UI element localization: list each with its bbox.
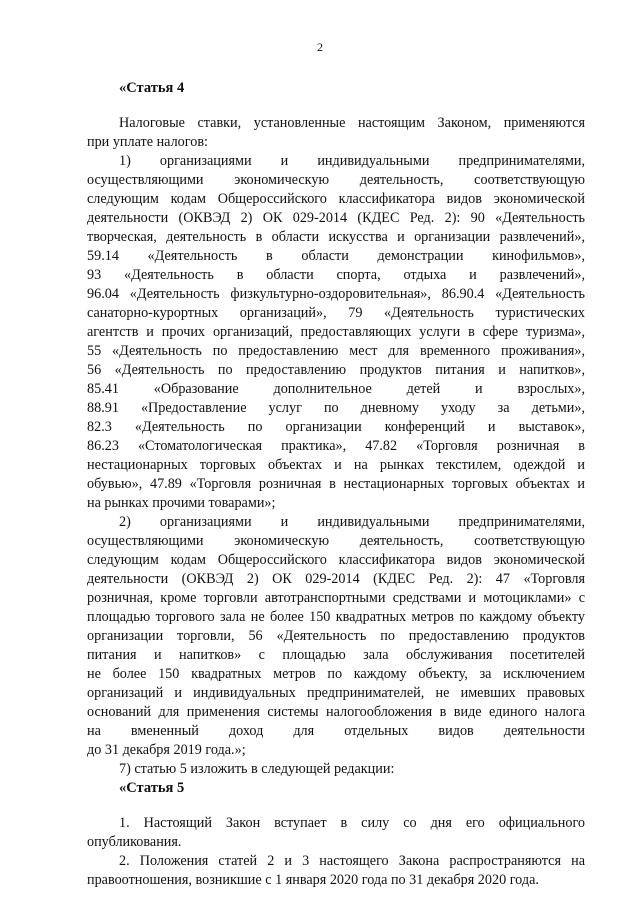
text-line: нестационарных торговых объектах и на рынках текстилем, одеждой и bbox=[87, 457, 585, 473]
text-line: розничная, кроме торговли автотранспортными средствами и мотоциклами» с bbox=[87, 590, 585, 606]
text-line: не более 150 квадратных метров по каждому объекту, за исключением bbox=[87, 666, 585, 682]
text-line: 2. Положения статей 2 и 3 настоящего Закона распространяются на bbox=[119, 853, 585, 869]
text-line: осуществляющими экономическую деятельность, соответствующую bbox=[87, 172, 585, 188]
text-line: 85.41 «Образование дополнительное детей и взрослых», bbox=[87, 381, 585, 397]
text-line: осуществляющими экономическую деятельность, соответствующую bbox=[87, 533, 585, 549]
text-line: опубликования. bbox=[87, 834, 182, 850]
text-line: организаций и индивидуальных предпринимателей, не имевших правовых bbox=[87, 685, 585, 701]
article-5-heading: «Статья 5 bbox=[119, 780, 185, 796]
text-line: правоотношения, возникшие с 1 января 2020 года по 31 декабря 2020 года. bbox=[87, 872, 539, 888]
text-line: следующим кодам Общероссийского классификатора видов экономической bbox=[87, 552, 585, 568]
text-line: 2) организациями и индивидуальными предпринимателями, bbox=[119, 514, 585, 530]
text-line: 93 «Деятельность в области спорта, отдыха и развлечений», bbox=[87, 267, 585, 283]
text-line: питания и напитков» с площадью зала обслуживания посетителей bbox=[87, 647, 585, 663]
text-line: Налоговые ставки, установленные настоящим Законом, применяются bbox=[119, 115, 585, 131]
article-4-heading: «Статья 4 bbox=[119, 80, 185, 96]
text-line: 1) организациями и индивидуальными предпринимателями, bbox=[119, 153, 585, 169]
text-line: 1. Настоящий Закон вступает в силу со дня его официального bbox=[119, 815, 585, 831]
text-line: следующим кодам Общероссийского классификатора видов экономической bbox=[87, 191, 585, 207]
text-line: 88.91 «Предоставление услуг по дневному уходу за детьми», bbox=[87, 400, 585, 416]
text-line: обувью», 47.89 «Торговля розничная в нестационарных торговых объектах и bbox=[87, 476, 585, 492]
text-line: организации торговли, 56 «Деятельность по предоставлению продуктов bbox=[87, 628, 585, 644]
text-line: деятельности (ОКВЭД 2) ОК 029-2014 (КДЕС Ред. 2): 47 «Торговля bbox=[87, 571, 585, 587]
text-line: санаторно-курортных организаций», 79 «Деятельность туристических bbox=[87, 305, 585, 321]
text-line: 96.04 «Деятельность физкультурно-оздоровительная», 86.90.4 «Деятельность bbox=[87, 286, 585, 302]
text-line: 56 «Деятельность по предоставлению продуктов питания и напитков», bbox=[87, 362, 585, 378]
text-line: до 31 декабря 2019 года.»; bbox=[87, 742, 246, 758]
text-line: 55 «Деятельность по предоставлению мест для временного проживания», bbox=[87, 343, 585, 359]
text-line: 7) статью 5 изложить в следующей редакции: bbox=[119, 761, 395, 777]
page-number: 2 bbox=[317, 40, 323, 54]
text-line: 59.14 «Деятельность в области демонстрации кинофильмов», bbox=[87, 248, 585, 264]
text-line: при уплате налогов: bbox=[87, 134, 208, 150]
text-line: оснований для применения системы налогообложения в виде единого налога bbox=[87, 704, 585, 720]
text-line: 82.3 «Деятельность по организации конференций и выставок», bbox=[87, 419, 585, 435]
text-line: площадью торгового зала не более 150 квадратных метров по каждому объекту bbox=[87, 609, 585, 625]
text-line: агентств и прочих организаций, предоставляющих услуги в сфере туризма», bbox=[87, 324, 585, 340]
text-line: на рынках прочими товарами»; bbox=[87, 495, 276, 511]
text-line: 86.23 «Стоматологическая практика», 47.82 «Торговля розничная в bbox=[87, 438, 585, 454]
text-line: деятельности (ОКВЭД 2) ОК 029-2014 (КДЕС Ред. 2): 90 «Деятельность bbox=[87, 210, 585, 226]
text-line: на вмененный доход для отдельных видов деятельности bbox=[87, 723, 585, 739]
text-line: творческая, деятельность в области искусства и организации развлечений», bbox=[87, 229, 585, 245]
